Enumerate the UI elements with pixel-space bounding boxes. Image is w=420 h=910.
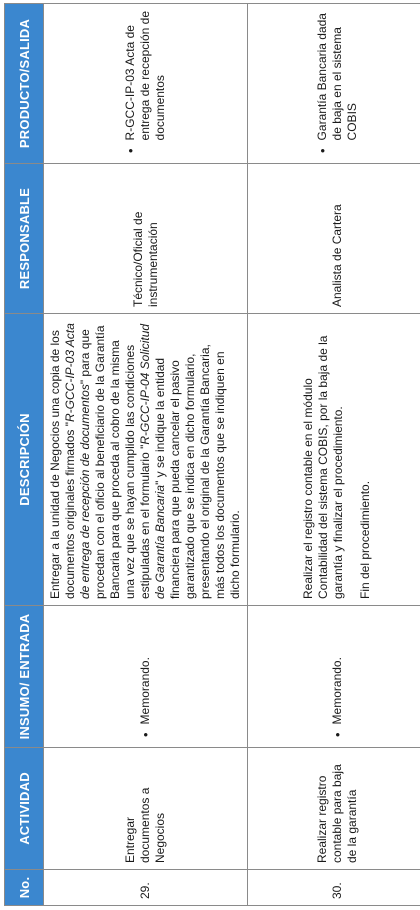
descripcion-cell	[248, 314, 420, 606]
bullet-icon: •	[138, 732, 153, 737]
row-number: 29.	[44, 870, 248, 906]
producto-text: R-GCC-IP-03 Acta de entrega de recepción de documentos	[123, 11, 167, 141]
insumo-cell	[248, 606, 420, 748]
form-reference: R-GCC-IP-04 Solicitud de Garantía Bancaria	[138, 323, 167, 599]
responsable-cell: Analista de Cartera	[248, 164, 420, 314]
procedure-table	[4, 3, 420, 906]
producto-cell	[248, 4, 420, 164]
responsable-cell: Técnico/Oficial de instrumentación	[44, 164, 248, 314]
header-row	[5, 4, 44, 906]
insumo-text: Memorando.	[329, 657, 344, 725]
bullet-icon: •	[329, 732, 345, 737]
header-responsable: RESPONSABLE	[5, 164, 44, 314]
table-row	[44, 4, 248, 906]
descripcion-text: " para que procedan con el oficio al beneficiario de la Garantía Bancaria para que proceda al cobro de la misma una vez que se hayan cumplido las condiciones estipuladas en el formulario "	[78, 325, 152, 599]
insumo-item	[330, 612, 345, 741]
insumo-cell	[44, 606, 248, 748]
table-row	[248, 4, 420, 906]
row-number: 30.	[248, 870, 420, 906]
descripcion-cell	[44, 314, 248, 606]
descripcion-paragraph: Realizar el registro contable en el módulo Contabilidad del sistema COBIS, por la baja de la garantía y finalizar el procedimiento.	[301, 335, 345, 599]
insumo-text: Memorando.	[138, 657, 152, 725]
header-actividad: ACTIVIDAD	[5, 748, 44, 870]
actividad-cell: Entregar documentos a Negocios	[44, 748, 248, 870]
descripcion-paragraph	[48, 320, 243, 599]
descripcion-text: " y se indique la entidad financiera para que pueda cancelar el pasivo garantizado que se indica en dicho formulario, presentando el original de la Garantía Bancaria, más todos los documentos que se indiquen en dicho formulario.	[153, 344, 242, 599]
descripcion-closing: Fin del procedimiento.	[358, 480, 372, 599]
producto-item	[123, 10, 168, 157]
header-insumo: INSUMO/ ENTRADA	[5, 606, 44, 748]
producto-text: Garantía Bancaria dada de baja en el sistema COBIS	[314, 13, 359, 141]
producto-cell	[44, 4, 248, 164]
bullet-icon: •	[314, 148, 330, 153]
header-producto: PRODUCTO/SALIDA	[5, 4, 44, 164]
insumo-item	[138, 612, 153, 741]
form-reference: R-GCC-IP-03 Acta de entrega de recepción de documentos	[63, 323, 92, 599]
actividad-cell: Realizar registro contable para baja de la garantía	[248, 748, 420, 870]
bullet-icon: •	[123, 148, 138, 153]
header-descripcion: DESCRIPCIÓN	[5, 314, 44, 606]
header-no: No.	[5, 870, 44, 906]
descripcion-text: Entregar a la unidad de Negocios una copia de los documentos originales firmados "	[48, 330, 77, 599]
producto-item	[315, 10, 360, 157]
